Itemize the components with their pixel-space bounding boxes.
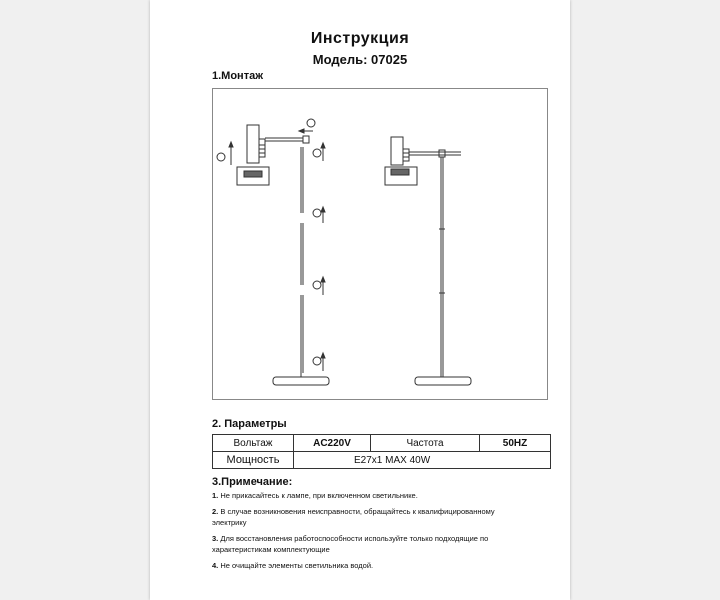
lamp-shade-right: [391, 137, 403, 165]
params-table: [212, 434, 551, 469]
note-number: 3.: [212, 534, 219, 543]
list-item: [212, 533, 522, 555]
lamp-base-right: [415, 377, 471, 385]
rotate-icon: [307, 119, 315, 127]
model-number: Модель: 07025: [312, 52, 408, 67]
voltage-value: AC220V: [294, 435, 371, 452]
lamp-base-left: [273, 377, 329, 385]
page-title: Инструкция: [310, 30, 410, 47]
note-text: Для восстановления работоспособности используйте только подходящие по характеристикам комплектующие: [212, 534, 489, 554]
lamp-socket-left: [259, 139, 265, 157]
note-text: В случае возникновения неисправности, обращайтесь к квалифицированному электрику: [212, 507, 495, 527]
lamp-shade-left: [247, 125, 259, 163]
section-mounting-heading: 1.Монтаж: [212, 70, 264, 82]
rotate-icon: [313, 209, 321, 217]
rotate-icon: [313, 149, 321, 157]
rotate-icon: [217, 153, 225, 161]
table-row: [213, 435, 551, 452]
section-notes-heading: 3.Примечание:: [212, 476, 293, 488]
list-item: [212, 490, 522, 501]
voltage-label: Вольтаж: [213, 435, 294, 452]
assembly-drawing: [212, 88, 548, 400]
power-label: Мощность: [213, 452, 294, 469]
notes-list: [212, 490, 522, 576]
power-value: E27x1 MAX 40W: [294, 452, 551, 469]
note-number: 1.: [212, 491, 219, 500]
frequency-label: Частота: [371, 435, 480, 452]
list-item: [212, 560, 522, 571]
note-number: 4.: [212, 561, 219, 570]
note-text: Не прикасайтесь к лампе, при включенном светильнике.: [220, 491, 418, 500]
frequency-value: 50HZ: [480, 435, 551, 452]
note-number: 2.: [212, 507, 219, 516]
rotate-icon: [313, 357, 321, 365]
list-item: [212, 506, 522, 528]
rotate-icon: [313, 281, 321, 289]
instruction-page: [150, 0, 570, 600]
section-params-heading: 2. Параметры: [212, 418, 287, 430]
floor-lamp-diagram: [213, 89, 547, 399]
note-text: Не очищайте элементы светильника водой.: [220, 561, 374, 570]
table-row: [213, 452, 551, 469]
